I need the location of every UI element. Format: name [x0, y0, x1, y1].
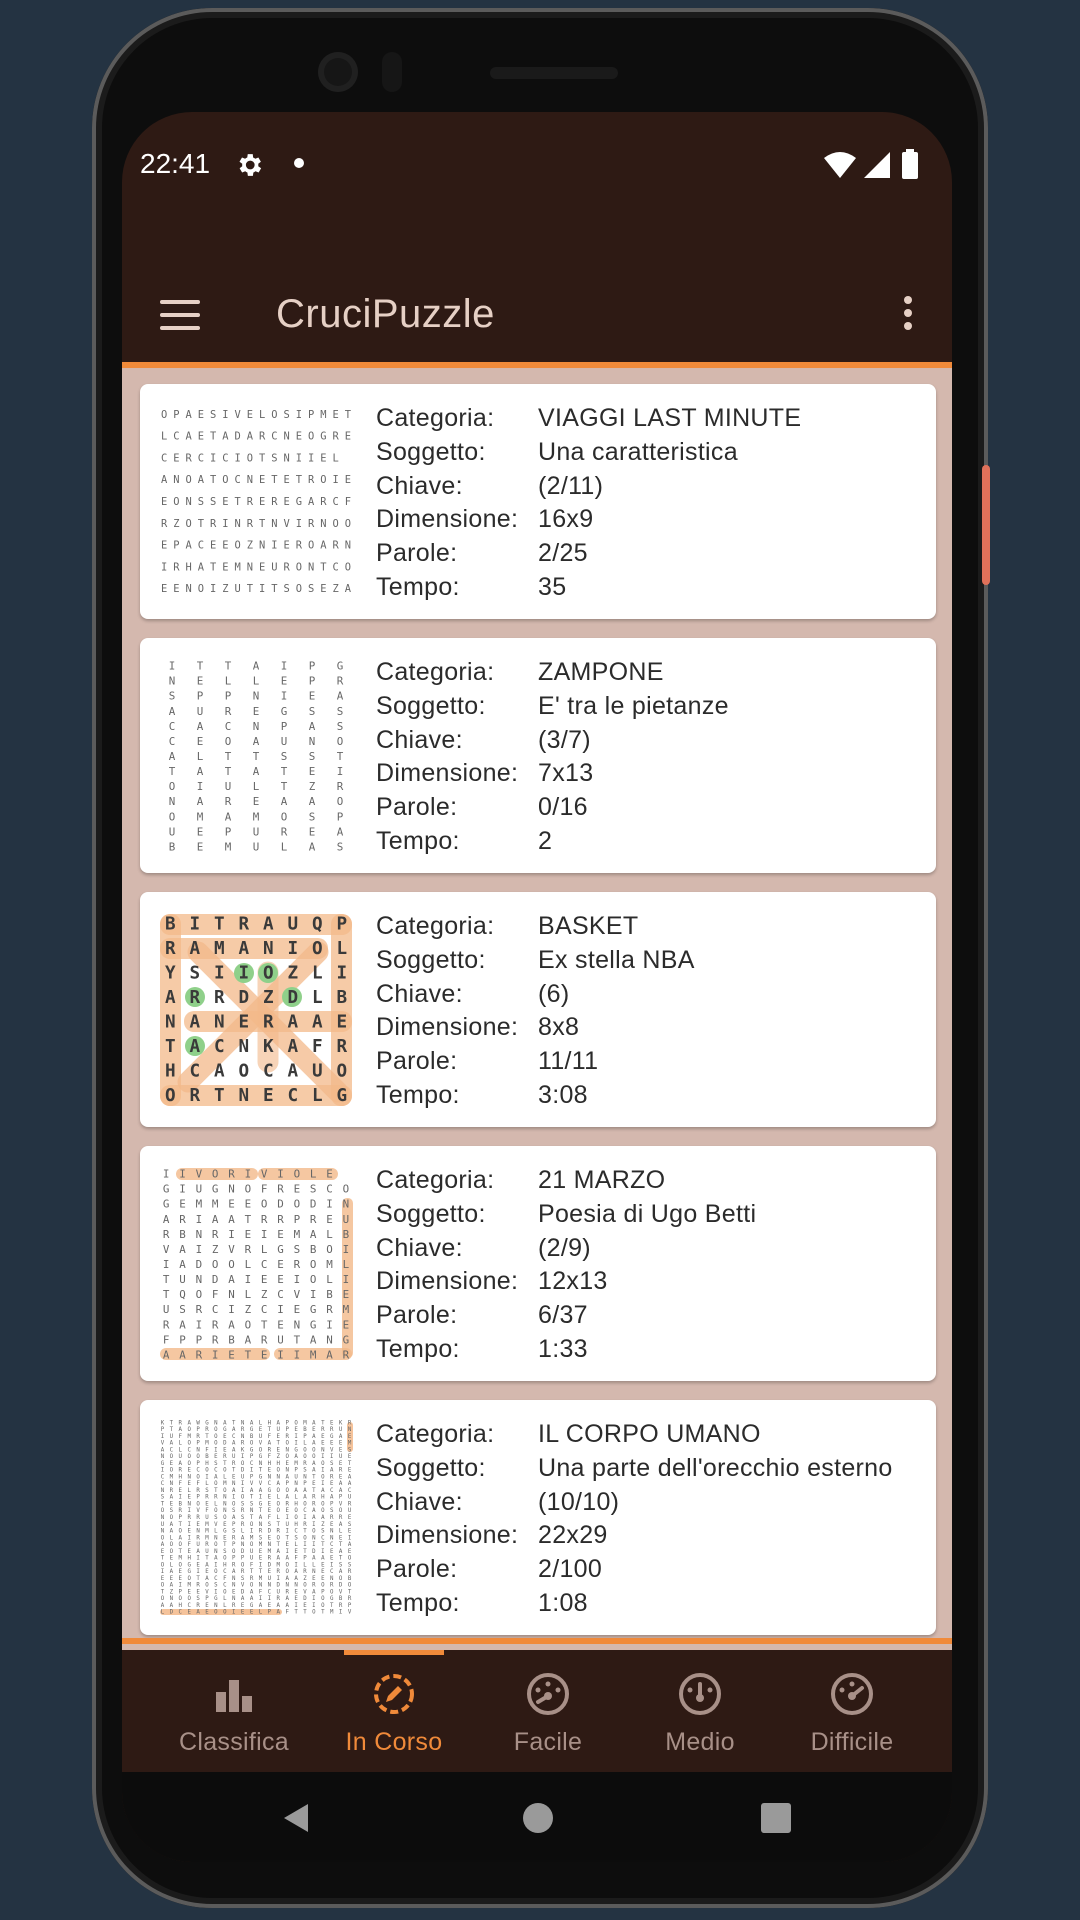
grid-row: E O T E A U N S O D U E M A I E T D I E A E [160, 1548, 352, 1555]
value-words: 6/37 [538, 1301, 588, 1330]
grid-row: U A T I E M V E P R O N S T U H R I Z E A S [160, 1521, 352, 1528]
field-values [538, 656, 729, 859]
label-key: Chiave: [376, 471, 463, 500]
label-words: Parole: [376, 1047, 458, 1076]
app-bar [122, 272, 952, 362]
bottom-nav-divider [122, 1638, 952, 1644]
label-dimension: Dimensione: [376, 505, 519, 534]
grid-row: S A I E P R R N I O T I E L A L A R H A P U [160, 1494, 352, 1501]
label-time: Tempo: [376, 826, 460, 855]
grid-row: T E B N O E L N O S S G E O R H O R O P V R [160, 1501, 352, 1508]
value-category: ZAMPONE [538, 658, 664, 686]
puzzle-thumbnail [158, 1166, 354, 1362]
grid-row: I O R E C O C O T D I T E O N P S A I A R E [160, 1467, 352, 1474]
grid-row: U S R C I Z C I E G R M [162, 1302, 350, 1316]
found-word-highlights [160, 1168, 353, 1360]
label-time: Tempo: [376, 1588, 460, 1617]
label-words: Parole: [376, 793, 458, 822]
grid-row: I T T A I P G [168, 659, 344, 673]
value-dimension: 7x13 [538, 759, 594, 788]
grid-row: T Q O F N L Z C V I B E [162, 1287, 350, 1301]
grid-row: S P P N I E A [168, 689, 344, 703]
label-key: Chiave: [376, 1487, 463, 1516]
earpiece-speaker [490, 67, 618, 79]
grid-row: G E A O P H S T R O C N H H E M R A O S E T [160, 1460, 352, 1467]
grid-row: N A N E R A A E [164, 1012, 348, 1033]
grid-row: C A C N P A S [168, 719, 344, 733]
hamburger-menu-icon[interactable] [160, 300, 200, 330]
puzzle-card[interactable] [140, 384, 936, 619]
label-category: Categoria: [376, 912, 495, 940]
grid-row: F P P R B A R U T A N G [162, 1332, 350, 1346]
grid-row: G I U G N O F R E S C O [162, 1182, 350, 1196]
value-key: (2/11) [538, 471, 604, 500]
grid-row: I U F M R T O E C N B U F E R I P A E G A E [160, 1433, 352, 1440]
value-subject: Una caratteristica [538, 437, 738, 466]
label-subject: Soggetto: [376, 1453, 486, 1482]
value-dimension: 16x9 [538, 505, 594, 534]
leaderboard-icon [212, 1672, 256, 1716]
letter-grid [163, 1167, 350, 1361]
label-key: Chiave: [376, 725, 463, 754]
label-words: Parole: [376, 1301, 458, 1330]
value-key: (3/7) [538, 725, 591, 754]
grid-row: P T A O P R O G A R G E T U P E B E R R U N [160, 1427, 352, 1434]
grid-row: N A O E N M L G S L I R D R I C T O S N L E [160, 1528, 352, 1535]
value-dimension: 12x13 [538, 1267, 608, 1296]
nav-classifica[interactable] [154, 1672, 314, 1762]
grid-row: N R E L R S T O A I A A G O O A A T A C A C [160, 1487, 352, 1494]
letter-grid [161, 409, 352, 595]
grid-row: T U N D A I E E I O L I [162, 1272, 350, 1286]
label-category: Categoria: [376, 1420, 495, 1448]
field-labels [376, 402, 518, 605]
grid-row: B E M U L A S [168, 839, 344, 853]
value-dimension: 22x29 [538, 1521, 608, 1550]
label-subject: Soggetto: [376, 691, 486, 720]
nav-facile[interactable] [468, 1672, 628, 1762]
field-labels [376, 656, 518, 859]
value-time: 1:08 [538, 1588, 588, 1617]
grid-row: T A C N K A F R [164, 1036, 348, 1057]
grid-row: T Z P E E V I O E D A F C U R E V A P O V T [160, 1589, 352, 1596]
grid-row: R A M A N I O L [164, 938, 348, 959]
grid-row: N E L L E P R [168, 674, 344, 688]
puzzle-card[interactable] [140, 892, 936, 1127]
front-camera [318, 52, 358, 92]
recents-icon[interactable] [760, 1802, 792, 1834]
grid-row: E E N O I Z U T I T S O S E Z A [160, 583, 352, 596]
value-words: 0/16 [538, 793, 588, 822]
value-key: (10/10) [538, 1487, 620, 1516]
grid-row: V A I Z V R L G S B O I [162, 1242, 350, 1256]
notification-dot-icon [294, 158, 304, 168]
label-words: Parole: [376, 539, 458, 568]
field-values [538, 402, 801, 605]
puzzle-card[interactable] [140, 1146, 936, 1381]
grid-row: B I T R A U Q P [164, 914, 348, 935]
bottom-navigation [122, 1650, 952, 1772]
value-dimension: 8x8 [538, 1013, 580, 1042]
label-subject: Soggetto: [376, 1199, 486, 1228]
puzzle-thumbnail [158, 658, 354, 854]
gear-icon [234, 150, 264, 180]
grid-row: C N F E F L O M N I V V C A P N P E I E A A [160, 1481, 352, 1488]
letter-grid [169, 659, 344, 853]
value-words: 2/100 [538, 1555, 603, 1584]
label-dimension: Dimensione: [376, 1267, 519, 1296]
value-key: (6) [538, 979, 570, 1008]
more-options-icon[interactable] [904, 296, 914, 336]
grid-row: L D C E A E O O I E E L P A F T T O T M I V [160, 1609, 352, 1616]
grid-row: I R H A T E M N E U R O N T C O [160, 561, 352, 574]
active-tab-indicator [344, 1650, 444, 1655]
field-values [538, 910, 695, 1113]
value-key: (2/9) [538, 1233, 591, 1262]
system-status-icons [820, 148, 930, 182]
label-dimension: Dimensione: [376, 1521, 519, 1550]
value-subject: Poesia di Ugo Betti [538, 1199, 757, 1228]
nav-medio[interactable] [620, 1672, 780, 1762]
in-progress-pencil-icon [372, 1672, 416, 1716]
grid-row: O A I M R O S C N V O N N D N N O R O R D O [160, 1582, 352, 1589]
grid-row: O N O O S P G L N A A I I R A E D I O G B R [160, 1596, 352, 1603]
label-dimension: Dimensione: [376, 759, 519, 788]
value-time: 35 [538, 572, 567, 601]
grid-row: O S R I V F O N S R N T E O E O C A O S O U [160, 1508, 352, 1515]
grid-row: T E M H I T A O P P U E R A A F P A A E T O [160, 1555, 352, 1562]
label-time: Tempo: [376, 572, 460, 601]
puzzle-thumbnail [158, 404, 354, 600]
grid-row: R A I R A O T E N G I E [162, 1317, 350, 1331]
puzzle-thumbnail [158, 1420, 354, 1616]
grid-row: I A E G I E O C A R T T E R O A R N E C A R [160, 1569, 352, 1576]
grid-row: O L O G E A I H R O F I D M O I L L E I S S [160, 1562, 352, 1569]
label-key: Chiave: [376, 1233, 463, 1262]
grid-row: T A T A T E I [168, 764, 344, 778]
value-words: 11/11 [538, 1047, 599, 1076]
home-icon[interactable] [522, 1802, 554, 1834]
label-subject: Soggetto: [376, 437, 486, 466]
label-category: Categoria: [376, 404, 495, 432]
grid-row: R B N R I E I E M A L B [162, 1227, 350, 1241]
nav-label: Facile [513, 1728, 583, 1756]
speedometer-low-icon [526, 1672, 570, 1716]
value-category: 21 MARZO [538, 1166, 666, 1194]
grid-row: N O P R R U S O A S T A F L I O I A A R R E [160, 1515, 352, 1521]
grid-row: E O N S S E T R E R E G A R C F [160, 496, 352, 508]
nav-label: In Corso [345, 1728, 443, 1756]
wifi-icon [824, 152, 856, 178]
grid-row: A N O A T O C N E T E T R O I E [160, 474, 352, 487]
puzzle-list[interactable] [122, 368, 952, 1652]
field-labels [376, 1164, 518, 1367]
value-category: IL CORPO UMANO [538, 1420, 761, 1448]
phone-power-button [982, 465, 990, 585]
value-time: 1:33 [538, 1334, 588, 1363]
label-words: Parole: [376, 1555, 458, 1584]
grid-row: C E O A U N O [168, 734, 344, 748]
status-bar [122, 112, 952, 212]
label-category: Categoria: [376, 1166, 495, 1194]
grid-row: I A D O O L C E R O M L [162, 1257, 350, 1271]
grid-row: A R R D Z D L B [164, 987, 348, 1008]
label-key: Chiave: [376, 979, 463, 1008]
grid-row: R Z O T R I N R T N V I R N O O [160, 517, 352, 530]
speedometer-high-icon [830, 1672, 874, 1716]
label-category: Categoria: [376, 658, 495, 686]
nav-in-corso[interactable] [314, 1672, 474, 1762]
grid-row: A O O F U R O T P N O M N T E L I I T C T A [160, 1542, 352, 1549]
grid-row: C M H N O I A L E U P G N N A U N T O R E A [160, 1474, 352, 1481]
system-navigation-bar [122, 1772, 952, 1862]
field-labels [376, 1418, 518, 1621]
grid-row: E E E O T A C F N S R M U I A A Z E E N O B [160, 1575, 352, 1582]
value-time: 2 [538, 826, 553, 855]
nav-label: Difficile [810, 1728, 894, 1756]
puzzle-thumbnail [158, 912, 354, 1108]
letter-grid [161, 1420, 352, 1615]
battery-icon [902, 149, 918, 179]
grid-row: Y S I I O Z L I [164, 963, 348, 984]
screen [122, 112, 952, 1862]
grid-row: A U R E G S S [168, 704, 344, 718]
proximity-sensor [382, 52, 402, 92]
puzzle-card[interactable] [140, 638, 936, 873]
label-dimension: Dimensione: [376, 1013, 519, 1042]
app-title: CruciPuzzle [276, 292, 495, 336]
value-subject: E' tra le pietanze [538, 691, 729, 720]
grid-row: L C A E T A D A R C N E O G R E [160, 430, 352, 443]
puzzle-card[interactable] [140, 1400, 936, 1635]
grid-row: V A L O P M O D A R O V A T O I L A E E E M [160, 1440, 352, 1447]
label-time: Tempo: [376, 1334, 460, 1363]
grid-row: O M A M O S P [168, 809, 344, 823]
grid-row: N A R E A A O [168, 794, 344, 808]
grid-row: A A H C R E N L R E G A E A A I E I O T R P [160, 1602, 352, 1609]
grid-row: G E M M E E O D O D I N [162, 1197, 350, 1211]
nav-label: Classifica [179, 1728, 289, 1756]
label-time: Tempo: [376, 1080, 460, 1109]
field-labels [376, 910, 518, 1113]
signal-icon [864, 152, 890, 178]
grid-row: O I U L T Z R [168, 779, 344, 793]
grid-row: A C L C N F I E A K G O R E N G O O N V E S [160, 1447, 352, 1454]
grid-row: H C A O C A U O [164, 1061, 348, 1082]
status-time: 22:41 [140, 148, 211, 179]
grid-row: A R I A A T R R P R E U [162, 1212, 350, 1226]
grid-row: A A R I E T E I I M A R [162, 1347, 350, 1361]
field-values [538, 1164, 756, 1367]
grid-row: K T R A W G N A T N A L H A P O M A T E K R [160, 1420, 352, 1427]
grid-row: A L T T S S T [168, 749, 344, 763]
nav-label: Medio [665, 1728, 735, 1756]
speedometer-medium-icon [678, 1672, 722, 1716]
grid-row: I I V O R I V I O L E [162, 1167, 333, 1181]
value-words: 2/25 [538, 539, 588, 568]
grid-row: O L A I R M N E R A M S E O T S O N C N E I [160, 1535, 352, 1542]
value-category: BASKET [538, 912, 639, 940]
back-icon[interactable] [280, 1802, 312, 1834]
grid-row: O P A E S I V E L O S I P M E T [160, 408, 352, 421]
nav-difficile[interactable] [772, 1672, 932, 1762]
value-category: VIAGGI LAST MINUTE [538, 404, 802, 432]
grid-row: O R T N E C L G [164, 1085, 348, 1106]
value-subject: Una parte dell'orecchio esterno [538, 1453, 893, 1482]
value-subject: Ex stella NBA [538, 945, 695, 974]
grid-row: C E R C I C I O T S N I I E L [160, 452, 339, 465]
grid-row: E P A C E E O Z N I E R O A R N [160, 539, 352, 552]
value-time: 3:08 [538, 1080, 588, 1109]
grid-row: N O U O O B E R U I P G F Z O A O O I I U E [160, 1454, 352, 1461]
label-subject: Soggetto: [376, 945, 486, 974]
field-values [538, 1418, 893, 1621]
grid-row: U E P U R E A [168, 824, 344, 838]
